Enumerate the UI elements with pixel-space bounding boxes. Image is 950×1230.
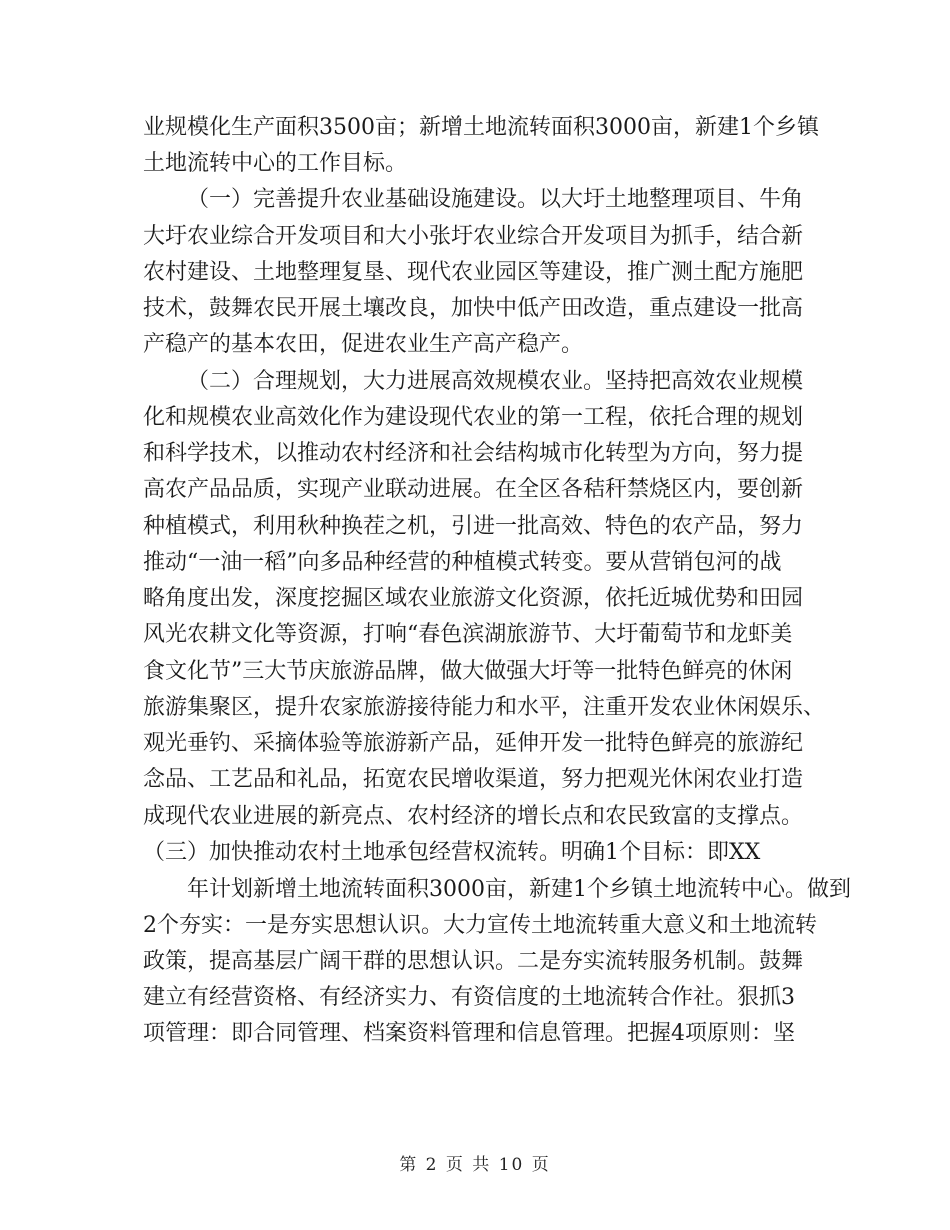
body-text-line: 高农产品品质，实现产业联动进展。在全区各秸秆禁烧区内，要创新 <box>143 477 804 502</box>
body-text-line: 业规模化生产面积3500亩；新增土地流转面积3000亩，新建1个乡镇 <box>143 115 819 140</box>
body-text-line: 略角度出发，深度挖掘区域农业旅游文化资源，依托近城优势和田园 <box>143 586 804 611</box>
body-text-line: 念品、工艺品和礼品，拓宽农民增收渠道，努力把观光休闲农业打造 <box>143 767 804 792</box>
body-text-line: 大圩农业综合开发项目和大小张圩农业综合开发项目为抓手，结合新 <box>143 224 804 249</box>
body-text-line: 旅游集聚区，提升农家旅游接待能力和水平，注重开发农业休闲娱乐、 <box>143 695 826 720</box>
body-text-line: 食文化节”三大节庆旅游品牌，做大做强大圩等一批特色鲜亮的休闲 <box>143 659 793 684</box>
body-text-line: 农村建设、土地整理复垦、现代农业园区等建设，推广测土配方施肥 <box>143 260 804 285</box>
body-text-line: 土地流转中心的工作目标。 <box>143 151 408 176</box>
body-text-line: 建立有经营资格、有经济实力、有资信度的土地流转合作社。狠抓3 <box>143 985 795 1010</box>
body-text-line: 化和规模农业高效化作为建设现代农业的第一工程，依托合理的规划 <box>143 405 804 430</box>
body-text-line: 产稳产的基本农田，促进农业生产高产稳产。 <box>143 332 584 357</box>
section-heading-line: （二）合理规划，大力进展高效规模农业。坚持把高效农业规模 <box>187 369 804 394</box>
body-text-line: （三）加快推动农村土地承包经营权流转。明确1个目标：即XX <box>143 840 761 865</box>
body-text-line: 成现代农业进展的新亮点、农村经济的增长点和农民致富的支撑点。 <box>143 804 804 829</box>
body-text-line: 技术，鼓舞农民开展土壤改良，加快中低产田改造，重点建设一批高 <box>143 296 804 321</box>
body-text-line: 和科学技术，以推动农村经济和社会结构城市化转型为方向，努力提 <box>143 441 804 466</box>
body-text-line: 种植模式，利用秋种换茬之机，引进一批高效、特色的农产品，努力 <box>143 514 804 539</box>
body-text-line: 风光农耕文化等资源，打响“春色滨湖旅游节、大圩葡萄节和龙虾美 <box>143 622 793 647</box>
body-text-line: 政策，提高基层广阔干群的思想认识。二是夯实流转服务机制。鼓舞 <box>143 949 804 974</box>
body-text-line: 推动“一油一稻”向多品种经营的种植模式转变。要从营销包河的战 <box>143 550 782 575</box>
section-heading-line: 年计划新增土地流转面积3000亩，新建1个乡镇土地流转中心。做到 <box>187 877 851 902</box>
body-text-line: 项管理：即合同管理、档案资料管理和信息管理。把握4项原则：坚 <box>143 1021 795 1046</box>
page-number-footer: 第 2 页 共 10 页 <box>399 1155 551 1175</box>
body-text-line: 2个夯实：一是夯实思想认识。大力宣传土地流转重大意义和土地流转 <box>143 913 817 938</box>
body-text-line: 观光垂钓、采摘体验等旅游新产品，延伸开发一批特色鲜亮的旅游纪 <box>143 731 804 756</box>
section-heading-line: （一）完善提升农业基础设施建设。以大圩土地整理项目、牛角 <box>187 187 804 212</box>
